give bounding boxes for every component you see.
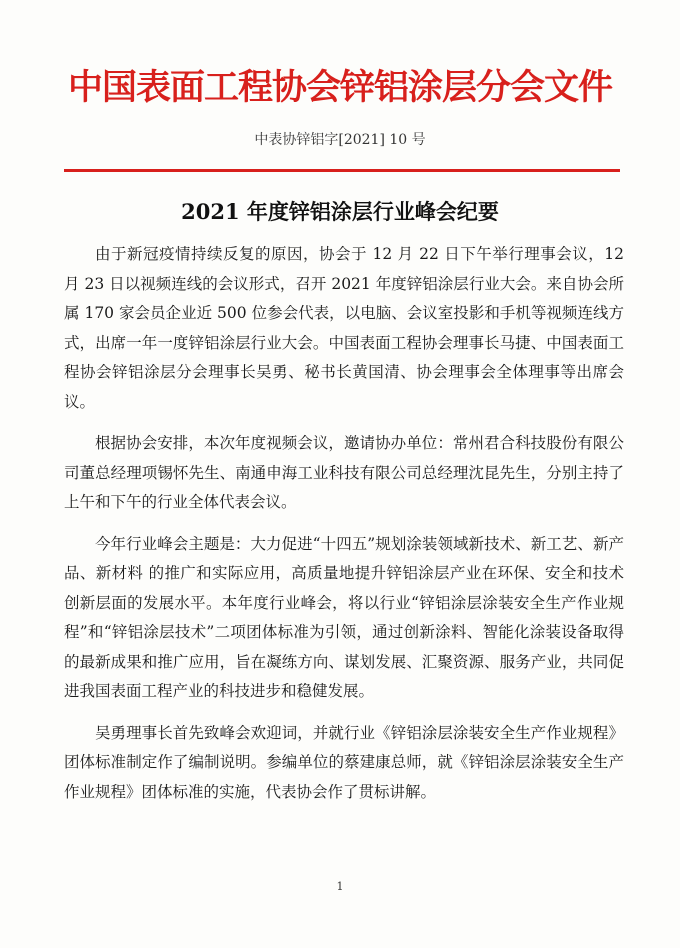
body-paragraph-1: 由于新冠疫情持续反复的原因，协会于 12 月 22 日下午举行理事会议，12 月 23 日以视频连线的会议形式，召开 2021 年度锌铝涂层行业大会。来自协会所属 170 家会员企业近 500 位参会代表，以电脑、会议室投影和手机等视频连线方式，出席一年一度锌铝涂层行业大会。中国表面工程协会理事长马捷、中国表面工程协会锌铝涂层分会理事长吴勇、秘书长黄国清、协会理事会全体理事等出席会议。 bbox=[64, 245, 624, 411]
body-paragraph-4: 吴勇理事长首先致峰会欢迎词，并就行业《锌铝涂层涂装安全生产作业规程》团体标准制定作了编制说明。参编单位的蔡建康总师，就《锌铝涂层涂装安全生产作业规程》团体标准的实施，代表协会作了贯标讲解。 bbox=[64, 723, 624, 801]
issuing-org-title: 中国表面工程协会锌铝涂层分会文件 bbox=[67, 68, 612, 108]
body-paragraph-2: 根据协会安排，本次年度视频会议，邀请协办单位：常州君合科技股份有限公司董总经理项锡怀先生、南通申海工业科技有限公司总经理沈昆先生，分别主持了上午和下午的行业全体代表会议。 bbox=[64, 434, 624, 511]
document-number: 中表协锌铝字[2021] 10 号 bbox=[254, 132, 426, 148]
page-number: 1 bbox=[336, 880, 344, 893]
body-paragraph-3: 今年行业峰会主题是：大力促进“十四五”规划涂装领域新技术、新工艺、新产品、新材料 的推广和实际应用，高质量地提升锌铝涂层产业在环保、安全和技术创新层面的发展水平。本年度行业峰会，将以行业“锌铝涂层涂装安全生产作业规程”和“锌铝涂层技术”二项团体标准为引领，通过创新涂料、智能化涂装设备取得的最新成果和推广应用，旨在凝练方向、谋划发展、汇聚资源、服务产业，共同促进我国表面工程产业的科技进步和稳健发展。 bbox=[64, 534, 624, 700]
red-divider-line bbox=[64, 169, 620, 172]
document-title: 2021 年度锌铝涂层行业峰会纪要 bbox=[181, 199, 499, 224]
document-body bbox=[64, 240, 624, 819]
